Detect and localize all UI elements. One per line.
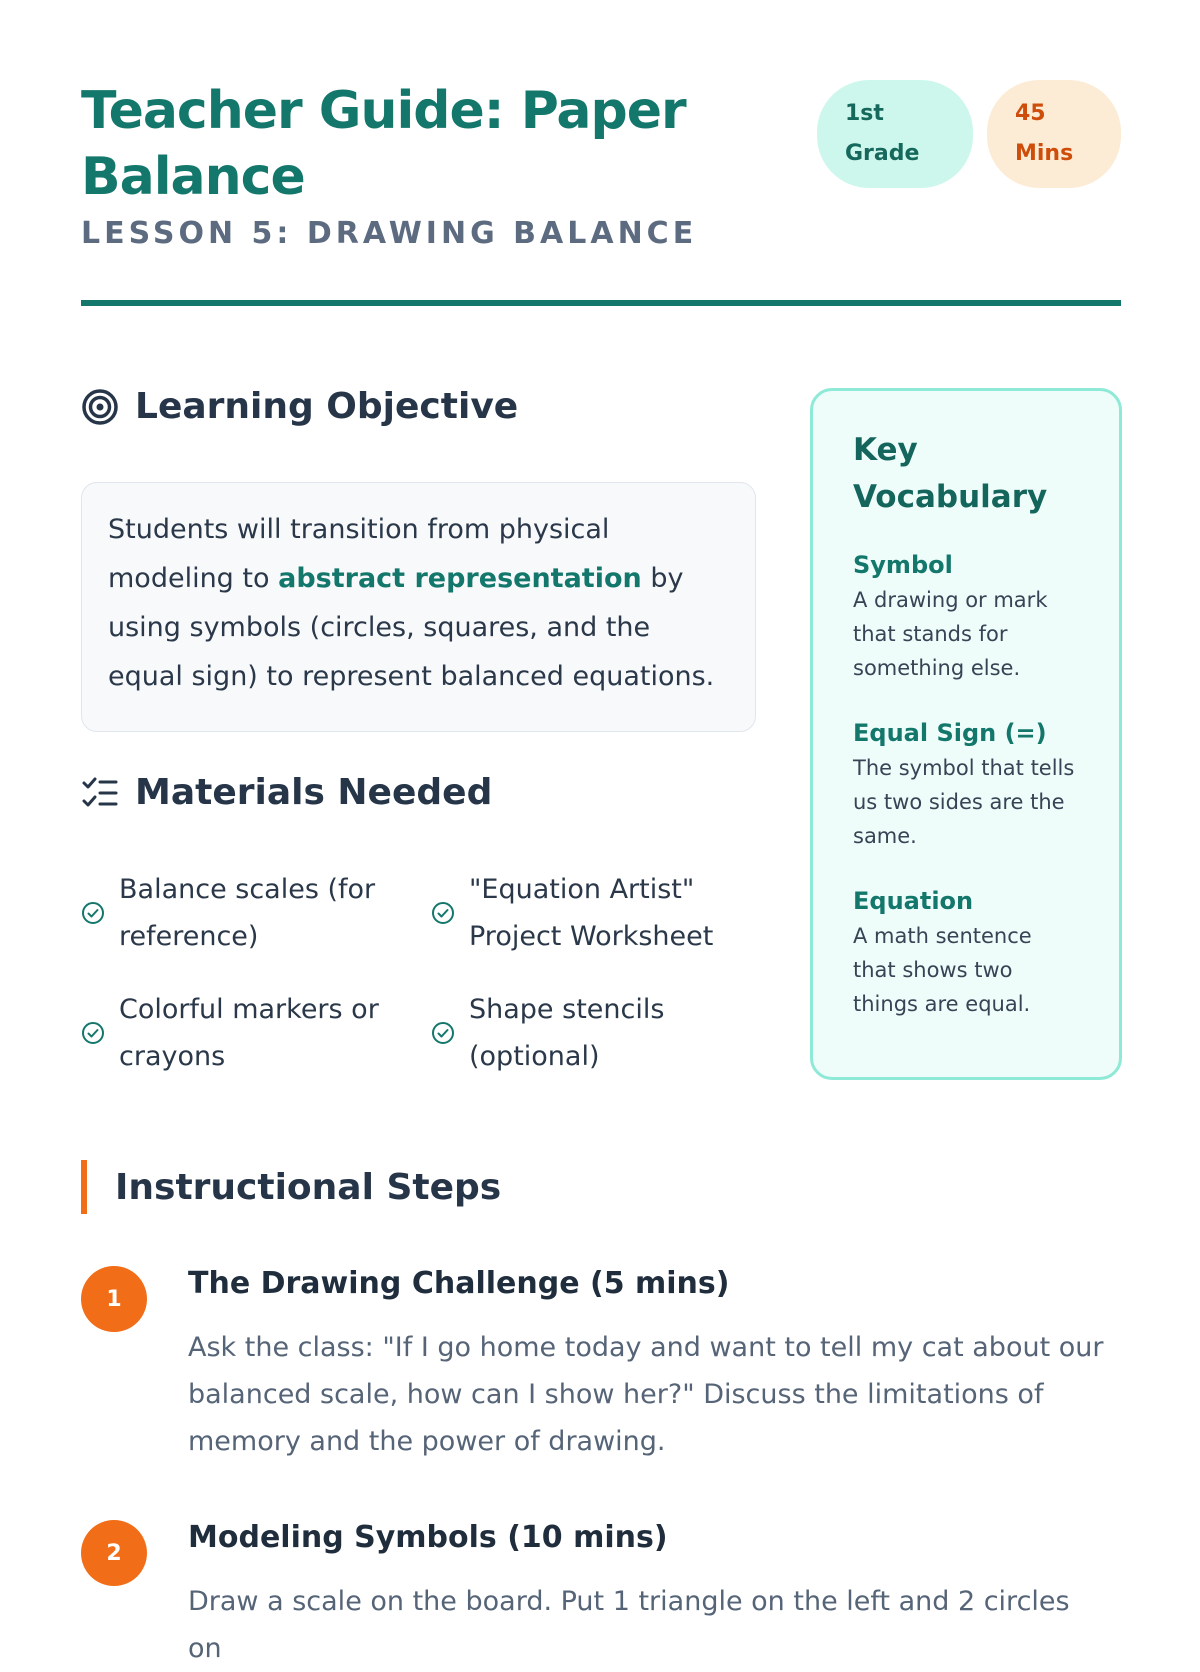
vocab-definition: The symbol that tells us two sides are the same. bbox=[853, 756, 1075, 848]
list-item bbox=[431, 986, 761, 1080]
vocabulary-card bbox=[810, 388, 1122, 1080]
target-icon bbox=[81, 388, 119, 426]
step-description: Draw a scale on the board. Put 1 triangle on the left and 2 circles on bbox=[188, 1586, 1070, 1664]
objective-heading-label: Learning Objective bbox=[135, 386, 519, 427]
step-number-badge: 2 bbox=[81, 1520, 147, 1586]
material-label: Balance scales (for reference) bbox=[119, 874, 376, 952]
objective-heading bbox=[81, 386, 518, 427]
check-circle-icon bbox=[431, 901, 455, 925]
steps-heading bbox=[81, 1160, 501, 1214]
page-header bbox=[81, 78, 1121, 251]
step-title: The Drawing Challenge (5 mins) bbox=[188, 1266, 730, 1301]
step-number-badge: 1 bbox=[81, 1266, 147, 1332]
vocabulary-title: Key Vocabulary bbox=[853, 432, 1048, 515]
step-description: Ask the class: "If I go home today and want to tell my cat about our balanced scale, how can I show her?" Discuss the limitations of memory and the power of drawing. bbox=[188, 1332, 1104, 1457]
vocab-term: Equal Sign (=) bbox=[853, 719, 1047, 747]
material-label: Shape stencils (optional) bbox=[469, 994, 665, 1072]
checklist-icon bbox=[81, 774, 119, 812]
vocab-definition: A math sentence that shows two things are equal. bbox=[853, 924, 1032, 1016]
materials-heading bbox=[81, 772, 492, 813]
vocab-entry bbox=[853, 715, 1079, 853]
list-item bbox=[81, 986, 431, 1080]
step-title: Modeling Symbols (10 mins) bbox=[188, 1520, 668, 1555]
vocab-term: Symbol bbox=[853, 551, 953, 579]
grade-badge: 1st Grade bbox=[817, 80, 973, 188]
list-item bbox=[81, 866, 431, 960]
steps-heading-label: Instructional Steps bbox=[115, 1166, 502, 1208]
material-label: Colorful markers or crayons bbox=[119, 994, 379, 1072]
vocab-term: Equation bbox=[853, 887, 974, 915]
materials-list bbox=[81, 866, 761, 1080]
header-divider bbox=[81, 300, 1121, 306]
badge-group bbox=[817, 80, 1121, 188]
objective-highlight: abstract representation bbox=[278, 563, 642, 594]
heading-accent-bar bbox=[81, 1160, 87, 1214]
vocab-entry bbox=[853, 547, 1079, 685]
lesson-subtitle: LESSON 5: DRAWING BALANCE bbox=[81, 216, 698, 251]
duration-badge: 45 Mins bbox=[987, 80, 1121, 188]
list-item bbox=[431, 866, 761, 960]
check-circle-icon bbox=[81, 901, 105, 925]
vocab-definition: A drawing or mark that stands for something else. bbox=[853, 588, 1048, 680]
page-title: Teacher Guide: Paper Balance bbox=[81, 81, 686, 207]
objective-text-end: by using symbols (circles, squares, and the equal sign) to represent balanced equations. bbox=[108, 563, 715, 692]
check-circle-icon bbox=[81, 1021, 105, 1045]
material-label: "Equation Artist" Project Worksheet bbox=[469, 874, 714, 952]
vocab-entry bbox=[853, 883, 1079, 1021]
objective-text-start: Students will transition from physical modeling to bbox=[108, 514, 610, 594]
check-circle-icon bbox=[431, 1021, 455, 1045]
objective-box bbox=[81, 482, 756, 732]
materials-heading-label: Materials Needed bbox=[135, 772, 493, 813]
